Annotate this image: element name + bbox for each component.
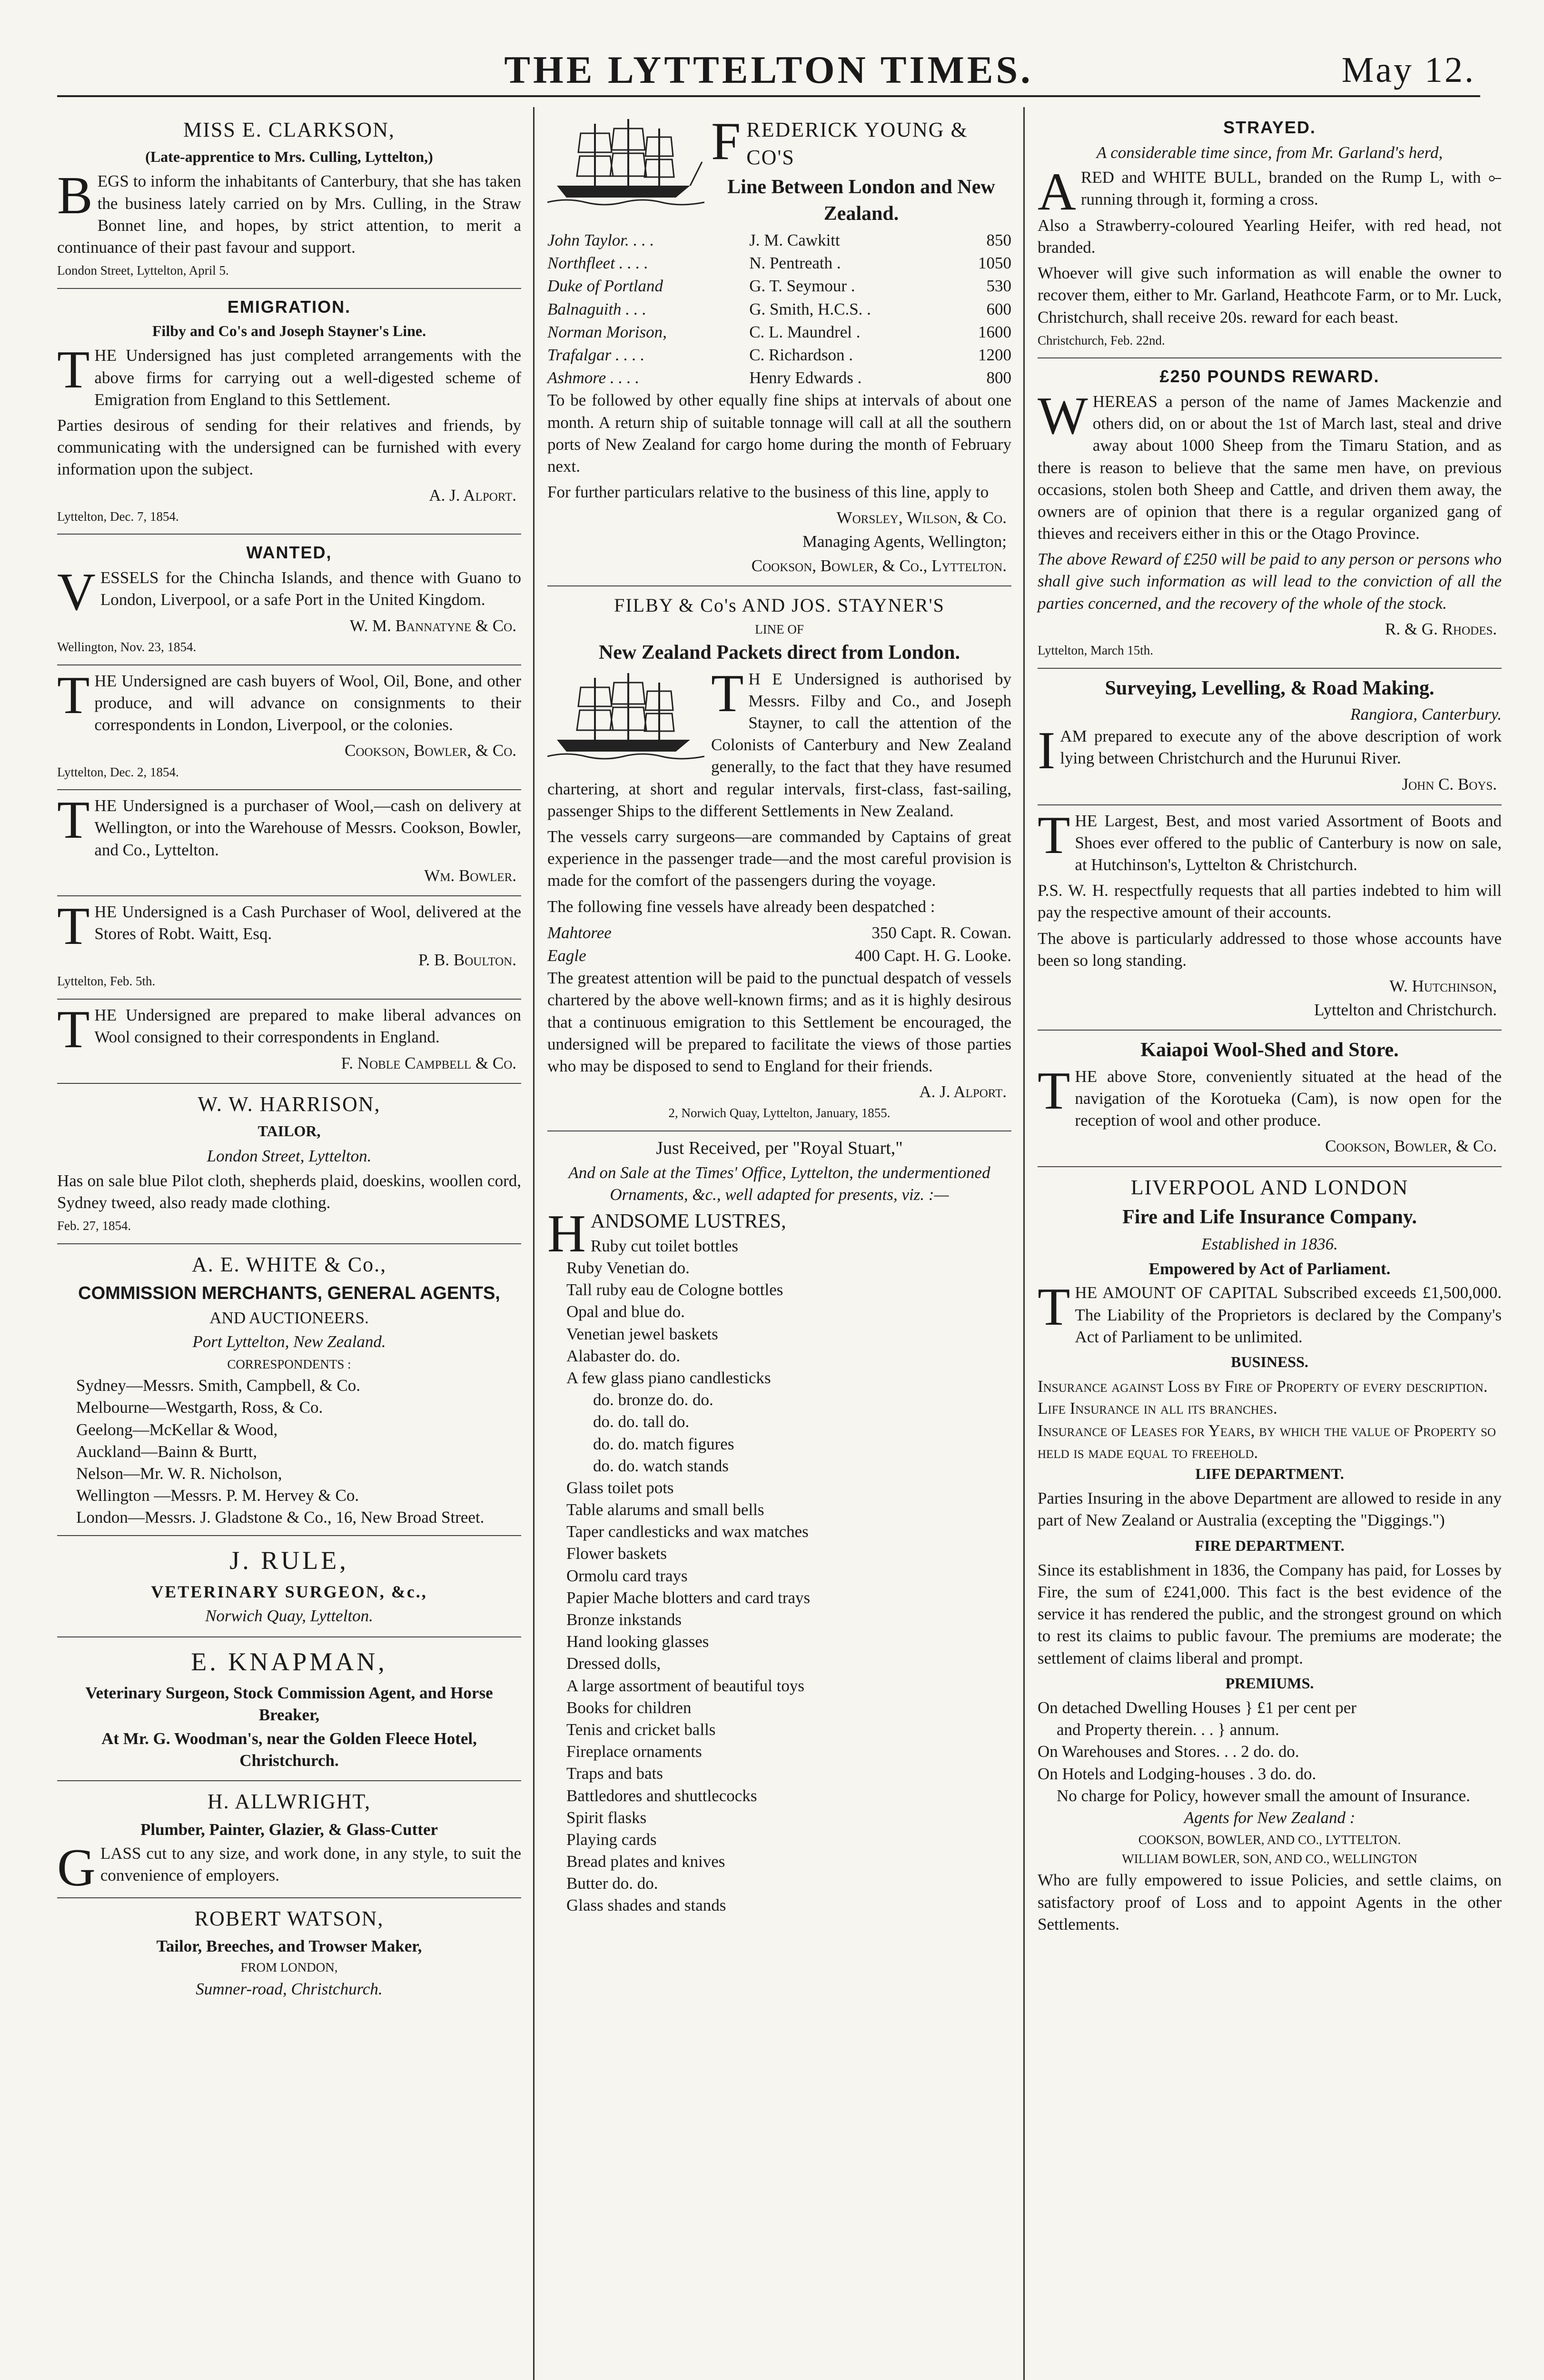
ad-body: BEGS to inform the inhabitants of Canterbury, that she has taken the business lately carried on by Mrs. Culling, in the Straw Bonnet line, and hopes, by strict attention, to merit a continuance of their past favour and support. xyxy=(57,166,521,257)
list-item: do. do. tall do. xyxy=(593,1412,690,1431)
ad-heading: Just Received, per "Royal Stuart," xyxy=(656,1138,903,1158)
ad-dateline: Feb. 27, 1854. xyxy=(57,1219,131,1233)
ad-harrison-tailor xyxy=(57,1084,521,1244)
ad-subheading: AND AUCTIONEERS. xyxy=(209,1309,369,1328)
ad-insurance xyxy=(1038,1167,1502,1946)
ad-subheading: Line Between London and New Zealand. xyxy=(727,176,995,225)
drop-cap: I xyxy=(1038,721,1056,781)
ad-body: THE AMOUNT OF CAPITAL Subscribed exceeds £1,500,000. The Liability of the Proprietors is declared by the Company's Act of Parliament to be unlimited. xyxy=(1038,1278,1502,1346)
ad-body: The following fine vessels have already been despatched : xyxy=(547,897,935,916)
list-item: Alabaster do. do. xyxy=(566,1346,681,1365)
list-item: Spirit flasks xyxy=(566,1808,647,1827)
ad-body: ARED and WHITE BULL, branded on the Rump L, with ⟜ running through it, forming a cross. xyxy=(1038,162,1502,221)
ad-boulton-wool xyxy=(57,896,521,1000)
ad-surveying xyxy=(1038,669,1502,805)
ad-subheading: Tailor, Breeches, and Trowser Maker, xyxy=(156,1936,422,1955)
list-item: Glass toilet pots xyxy=(566,1478,674,1497)
ad-filby-stayner xyxy=(547,586,1011,1131)
ad-body: Who are fully empowered to issue Policies, and settle claims, on satisfactory proof of Loss and to appoint Agents in the other Settlements. xyxy=(1038,1871,1502,1934)
ad-royal-stuart xyxy=(547,1131,1011,1924)
list-item: Playing cards xyxy=(566,1830,657,1849)
list-item: Books for children xyxy=(566,1698,692,1717)
ad-subheading: Plumber, Painter, Glazier, & Glass-Cutter xyxy=(140,1820,438,1839)
drop-cap: H xyxy=(547,1204,586,1264)
ad-signature: Cookson, Bowler, & Co. xyxy=(345,741,516,760)
list-item: On detached Dwelling Houses } £1 per cent per xyxy=(1038,1698,1356,1717)
ad-signature: W. Hutchinson, xyxy=(1389,976,1497,995)
ad-body: VESSELS for the Chincha Islands, and thence with Guano to London, Liverpool, or a safe Port in the United Kingdom. xyxy=(57,562,521,622)
issue-date: May 12. xyxy=(1341,50,1475,90)
ad-location: Port Lyttelton, New Zealand. xyxy=(192,1332,386,1351)
list-item: Nelson—Mr. W. R. Nicholson, xyxy=(76,1464,282,1483)
list-item: Insurance against Loss by Fire of Property of every description. xyxy=(1038,1377,1488,1396)
ad-signature: Cookson, Bowler, & Co. xyxy=(1325,1137,1497,1156)
ad-heading: STRAYED. xyxy=(1223,118,1316,137)
ad-knapman xyxy=(57,1637,521,1781)
ad-rule-veterinary xyxy=(57,1536,521,1637)
ad-body: Parties Insuring in the above Department are allowed to reside in any part of New Zealand or Australia (excepting the "Diggings.") xyxy=(1038,1489,1502,1530)
drop-cap: T xyxy=(57,791,90,850)
drop-cap: V xyxy=(57,562,96,622)
list-item: Wellington —Messrs. P. M. Hervey & Co. xyxy=(76,1486,359,1505)
ad-dateline: Wellington, Nov. 23, 1854. xyxy=(57,640,197,654)
ad-boots xyxy=(1038,805,1502,1031)
column-1 xyxy=(57,109,521,2010)
ship-icon xyxy=(547,114,704,209)
ad-signature: A. J. Alport. xyxy=(919,1082,1007,1101)
table-row: Balnaguith . . . G. Smith, H.C.S. . 600 xyxy=(547,299,1011,318)
table-row: Northfleet . . . . N. Pentreath . 1050 xyxy=(547,254,1011,273)
ad-white-merchants xyxy=(57,1244,521,1537)
ad-body: For further particulars relative to the business of this line, apply to xyxy=(547,483,989,502)
list-item: Butter do. do. xyxy=(566,1874,658,1893)
section-heading: PREMIUMS. xyxy=(1225,1674,1314,1692)
table-row: Ashmore . . . . Henry Edwards . 800 xyxy=(547,368,1011,387)
ad-body: Parties desirous of sending for their relatives and friends, by communicating with the undersigned can be furnished with every information upon the subject. xyxy=(57,416,521,479)
ad-heading: W. W. HARRISON, xyxy=(198,1092,381,1116)
table-row: Mahtoree 350 Capt. R. Cowan. xyxy=(547,923,1011,942)
correspondents-label: CORRESPONDENTS : xyxy=(227,1357,351,1371)
ad-body: The above is particularly addressed to those whose accounts have been so long standing. xyxy=(1038,929,1502,970)
ad-body: The greatest attention will be paid to the punctual despatch of vessels chartered by the above well-known firms; and as it is highly desirous that a continuous emigration to this Settlement be encouraged, the undersigned will be prepared to facilitate the views of those parties who may be disposed to send to England for their friends. xyxy=(547,969,1011,1075)
ad-location: At Mr. G. Woodman's, near the Golden Fleece Hotel, Christchurch. xyxy=(101,1729,477,1770)
ad-from: FROM LONDON, xyxy=(240,1960,338,1975)
ad-heading: LIVERPOOL AND LONDON xyxy=(1130,1175,1409,1199)
drop-cap: T xyxy=(711,664,744,723)
ad-company-name: Fire and Life Insurance Company. xyxy=(1122,1206,1417,1228)
drop-cap: T xyxy=(1038,805,1070,865)
ad-body: T H E Undersigned is authorised by Messrs. Filby and Co., and Joseph Stayner, to call the attention of the Colonists of Canterbury and New Zealand generally, to the fact that they have resumed chartering, at short and regular intervals, first-class, fast-sailing, passenger Ships to the different Settlements in New Zealand. xyxy=(547,664,1011,820)
ad-body: THE Undersigned are prepared to make liberal advances on Wool consigned to their correspondents in England. xyxy=(57,1000,521,1060)
ad-location: London Street, Lyttelton. xyxy=(207,1146,372,1165)
ad-heading: A. E. WHITE & Co., xyxy=(191,1252,387,1276)
ad-intro: And on Sale at the Times' Office, Lyttelton, the undermentioned Ornaments, &c., well adapted for presents, viz. :— xyxy=(568,1163,990,1204)
drop-cap: G xyxy=(57,1838,96,1897)
ad-bowler-wool xyxy=(57,790,521,896)
column-3 xyxy=(1038,109,1502,1946)
list-item: Bronze inkstands xyxy=(566,1610,682,1629)
drop-cap: T xyxy=(57,1000,90,1060)
ad-subheading: Veterinary Surgeon, Stock Commission Agent, and Horse Breaker, xyxy=(85,1683,493,1724)
newspaper-title: THE LYTTELTON TIMES. xyxy=(504,48,1033,91)
drop-cap: F xyxy=(711,112,742,171)
ad-location: Rangiora, Canterbury. xyxy=(1350,705,1502,724)
ad-body: THE Undersigned are cash buyers of Wool, Oil, Bone, and other produce, and will advance on consignments to their correspondents in London, Liverpool, or the colonies. xyxy=(57,665,521,734)
ad-body: Also a Strawberry-coloured Yearling Heifer, with red head, not branded. xyxy=(1038,216,1502,257)
ad-body: THE Undersigned has just completed arrangements with the above firms for carrying out a well-digested scheme of Emigration from England to this Settlement. xyxy=(57,340,521,409)
ad-signature: P. B. Boulton. xyxy=(418,951,516,970)
list-item: On Hotels and Lodging-houses . 3 do. do. xyxy=(1038,1764,1316,1783)
ad-heading: Kaiapoi Wool-Shed and Store. xyxy=(1140,1039,1399,1061)
ad-emigration xyxy=(57,289,521,535)
section-heading: FIRE DEPARTMENT. xyxy=(1195,1537,1345,1554)
list-item: Auckland—Bainn & Burtt, xyxy=(76,1442,257,1461)
list-item: Sydney—Messrs. Smith, Campbell, & Co. xyxy=(76,1376,360,1395)
ad-first-item: HANDSOME LUSTRES, xyxy=(547,1204,786,1264)
list-item: London—Messrs. J. Gladstone & Co., 16, New Broad Street. xyxy=(76,1508,485,1527)
list-item: Geelong—McKellar & Wood, xyxy=(76,1420,278,1439)
ad-body: THE Undersigned is a purchaser of Wool,—cash on delivery at Wellington, or into the Warehouse of Messrs. Cookson, Bowler, and Co., Lyttelton. xyxy=(57,791,521,859)
ad-signature: Worsley, Wilson, & Co. xyxy=(836,508,1007,527)
ad-heading: H. ALLWRIGHT, xyxy=(207,1790,371,1814)
ad-dateline: London Street, Lyttelton, April 5. xyxy=(57,263,229,278)
ad-campbell-advances xyxy=(57,1000,521,1084)
list-item: Life Insurance in all its branches. xyxy=(1038,1399,1277,1418)
list-item: Taper candlesticks and wax matches xyxy=(566,1522,809,1541)
table-row: Norman Morison, C. L. Maundrel . 1600 xyxy=(547,322,1011,341)
ad-body: THE Largest, Best, and most varied Assortment of Boots and Shoes ever offered to the public of Canterbury is now on sale, at Hutchinson's, Lyttelton & Christchurch. xyxy=(1038,805,1502,874)
ad-body: Since its establishment in 1836, the Company has paid, for Losses by Fire, the sum of £241,000. This fact is the best evidence of the service it has rendered the public, and the strongest ground on which to rest its claims to public favour. The premiums are moderate; the settlement of claims liberal and prompt. xyxy=(1038,1560,1502,1667)
ad-dateline: Lyttelton, Dec. 7, 1854. xyxy=(57,509,179,524)
ad-heading: £250 POUNDS REWARD. xyxy=(1159,367,1380,387)
business-list xyxy=(1038,1376,1502,1464)
ad-empowered: Empowered by Act of Parliament. xyxy=(1148,1259,1391,1279)
list-item: Hand looking glasses xyxy=(566,1632,709,1651)
list-item: do. bronze do. do. xyxy=(593,1390,713,1409)
ad-subheading: New Zealand Packets direct from London. xyxy=(598,642,960,664)
ad-subheading: (Late-apprentice to Mrs. Culling, Lyttelton,) xyxy=(145,148,433,166)
ad-kaiapoi xyxy=(1038,1031,1502,1167)
column-rule xyxy=(1023,107,1025,2380)
list-item: Melbourne—Westgarth, Ross, & Co. xyxy=(76,1398,323,1417)
list-item: Bread plates and knives xyxy=(566,1852,725,1871)
drop-cap: T xyxy=(57,665,90,725)
list-item: Traps and bats xyxy=(566,1764,663,1783)
ad-body: P.S. W. H. respectfully requests that all parties indebted to him will pay the respective amount of their accounts. xyxy=(1038,881,1502,922)
drop-cap: W xyxy=(1038,386,1088,446)
list-item: A large assortment of beautiful toys xyxy=(566,1676,804,1695)
section-heading: BUSINESS. xyxy=(1231,1353,1308,1370)
ad-allwright xyxy=(57,1781,521,1898)
ad-subheading: LINE OF xyxy=(755,622,804,636)
list-item: Papier Mache blotters and card trays xyxy=(566,1588,811,1607)
list-item: Tenis and cricket balls xyxy=(566,1720,716,1739)
ad-cookson-cash-buyers xyxy=(57,665,521,790)
ad-signature: Cookson, Bowler, & Co., Lyttelton. xyxy=(751,556,1007,575)
ad-heading: MISS E. CLARKSON, xyxy=(183,118,395,141)
table-row: Trafalgar . . . . C. Richardson . 1200 xyxy=(547,345,1011,364)
ad-intro: A considerable time since, from Mr. Garland's herd, xyxy=(1096,143,1443,162)
list-item: Opal and blue do. xyxy=(566,1302,685,1321)
correspondents-list xyxy=(57,1375,521,1528)
ad-body: THE above Store, conveniently situated at the head of the navigation of the Korotueka (Cam), is now open for the reception of wool and other produce. xyxy=(1038,1061,1502,1130)
drop-cap: T xyxy=(1038,1061,1070,1121)
ad-subheading: COMMISSION MERCHANTS, GENERAL AGENTS, xyxy=(78,1283,500,1303)
section-heading: LIFE DEPARTMENT. xyxy=(1195,1465,1344,1482)
list-item: Battledores and shuttlecocks xyxy=(566,1786,757,1805)
ad-location: Norwich Quay, Lyttelton. xyxy=(205,1606,373,1626)
list-item: do. do. match figures xyxy=(593,1434,734,1453)
ad-location: Sumner-road, Christchurch. xyxy=(196,1979,383,1998)
drop-cap: T xyxy=(1038,1278,1070,1337)
drop-cap: B xyxy=(57,166,93,226)
ad-subheading: Filby and Co's and Joseph Stayner's Line. xyxy=(152,322,426,340)
ad-dateline: Lyttelton, Feb. 5th. xyxy=(57,974,156,989)
ships-table xyxy=(547,229,1011,389)
list-item: Ruby Venetian do. xyxy=(566,1259,690,1278)
table-row: Duke of Portland G. T. Seymour . 530 xyxy=(547,277,1011,296)
list-item: Dressed dolls, xyxy=(566,1654,661,1673)
list-item: Flower baskets xyxy=(566,1544,667,1563)
ship-icon xyxy=(547,668,704,764)
list-item: do. do. watch stands xyxy=(593,1456,729,1475)
ad-signature: Wm. Bowler. xyxy=(424,866,516,885)
ad-heading: Surveying, Levelling, & Road Making. xyxy=(1105,677,1435,699)
ad-heading: J. RULE, xyxy=(229,1546,349,1575)
ad-watson xyxy=(57,1898,521,2010)
drop-cap: T xyxy=(57,897,90,956)
list-item: Fireplace ornaments xyxy=(566,1742,702,1761)
ad-signature: F. Noble Campbell & Co. xyxy=(341,1054,516,1073)
ad-wanted xyxy=(57,535,521,665)
list-item: Table alarums and small bells xyxy=(566,1500,764,1519)
ad-body: WHEREAS a person of the name of James Mackenzie and others did, on or about the 1st of March last, steal and drive away about 1000 Sheep from the Timaru Station, and as there is reason to believe that the same men have, on previous occasions, stolen both Sheep and Cattle, and driven them away, the owners are of opinion that there is a regular organized gang of thieves and receivers either in this or the Otago Province. xyxy=(1038,386,1502,543)
list-item: Glass shades and stands xyxy=(566,1896,726,1915)
drop-cap: A xyxy=(1038,162,1076,221)
ad-subheading: TAILOR, xyxy=(257,1122,321,1140)
ad-body: THE Undersigned is a Cash Purchaser of Wool, delivered at the Stores of Robt. Waitt, Esq. xyxy=(57,897,521,956)
ad-body: Has on sale blue Pilot cloth, shepherds plaid, doeskins, woollen cord, Sydney tweed, also ready made clothing. xyxy=(57,1171,521,1212)
ad-signature: R. & G. Rhodes. xyxy=(1385,619,1497,638)
table-row: John Taylor. . . . J. M. Cawkitt 850 xyxy=(547,231,1011,250)
vessels-table xyxy=(547,922,1011,967)
ad-dateline: Lyttelton, March 15th. xyxy=(1038,643,1153,658)
list-item: A few glass piano candlesticks xyxy=(566,1368,771,1387)
list-item: Insurance of Leases for Years, by which the value of Property so held is made equal to freehold. xyxy=(1038,1421,1496,1462)
ad-subheading: VETERINARY SURGEON, &c., xyxy=(151,1582,427,1601)
list-item: Ormolu card trays xyxy=(566,1566,688,1585)
list-item: No charge for Policy, however small the amount of Insurance. xyxy=(1057,1786,1470,1805)
ad-dateline: Lyttelton, Dec. 2, 1854. xyxy=(57,764,179,779)
list-item: Ruby cut toilet bottles xyxy=(590,1236,739,1255)
ad-strayed xyxy=(1038,109,1502,358)
ad-body: GLASS cut to any size, and work done, in any style, to suit the convenience of employers. xyxy=(57,1838,521,1897)
ad-signature: John C. Boys. xyxy=(1402,775,1497,794)
ad-body: IAM prepared to execute any of the above description of work lying between Christchurch and the Hurunui River. xyxy=(1038,721,1502,781)
agents-line: WILLIAM BOWLER, SON, AND CO., WELLINGTON xyxy=(1122,1851,1417,1866)
ad-body: The vessels carry surgeons—are commanded by Captains of great experience in the passenger trade—and the most careful provision is made for the comfort of the passengers during the voyage. xyxy=(547,827,1011,890)
ad-dateline: 2, Norwich Quay, Lyttelton, January, 1855. xyxy=(668,1106,891,1121)
ad-heading: WANTED, xyxy=(246,543,332,563)
drop-cap: T xyxy=(57,340,90,400)
list-item: and Property therein. . . } annum. xyxy=(1057,1720,1279,1739)
ad-heading: ROBERT WATSON, xyxy=(194,1906,384,1930)
ad-young-line xyxy=(547,109,1011,586)
table-row: Eagle 400 Capt. H. G. Looke. xyxy=(547,946,1011,965)
column-2 xyxy=(547,109,1011,1924)
column-rule xyxy=(533,107,534,2380)
ad-body: To be followed by other equally fine ships at intervals of about one month. A return ship of suitable tonnage will call at all the southern ports of New Zealand for cargo home during the month of February next. xyxy=(547,391,1011,476)
ad-signature: Managing Agents, Wellington; xyxy=(802,532,1007,551)
list-item: Venetian jewel baskets xyxy=(566,1324,718,1343)
list-item: On Warehouses and Stores. . . 2 do. do. xyxy=(1038,1742,1299,1761)
ad-reward xyxy=(1038,358,1502,668)
ad-signature: A. J. Alport. xyxy=(429,486,516,505)
ornaments-list xyxy=(547,1235,1011,1917)
ad-body: The above Reward of £250 will be paid to any person or persons who shall give such information as will lead to the conviction of all the parties concerned, and the recovery of the whole of the stock. xyxy=(1038,550,1502,613)
ad-heading: E. KNAPMAN, xyxy=(191,1647,387,1676)
ad-heading: EMIGRATION. xyxy=(227,297,351,317)
list-item: Tall ruby eau de Cologne bottles xyxy=(566,1280,783,1299)
premiums-list xyxy=(1038,1697,1502,1807)
ad-body: Whoever will give such information as will enable the owner to recover them, either to Mr. Garland, Heathcote Farm, or to Mr. Luck, Christchurch, shall receive 20s. reward for each beast. xyxy=(1038,264,1502,327)
ad-heading: FILBY & Co's AND JOS. STAYNER'S xyxy=(614,594,945,616)
ad-signature: Lyttelton and Christchurch. xyxy=(1314,1001,1497,1020)
masthead xyxy=(57,43,1480,97)
ad-heading: FREDERICK YOUNG & CO'S xyxy=(711,112,968,171)
ad-signature: W. M. Bannatyne & Co. xyxy=(349,616,516,635)
ad-established: Established in 1836. xyxy=(1201,1235,1338,1254)
ad-clarkson xyxy=(57,109,521,289)
ad-dateline: Christchurch, Feb. 22nd. xyxy=(1038,333,1165,347)
agents-heading: Agents for New Zealand : xyxy=(1184,1808,1356,1827)
agents-line: COOKSON, BOWLER, AND CO., LYTTELTON. xyxy=(1138,1833,1401,1847)
